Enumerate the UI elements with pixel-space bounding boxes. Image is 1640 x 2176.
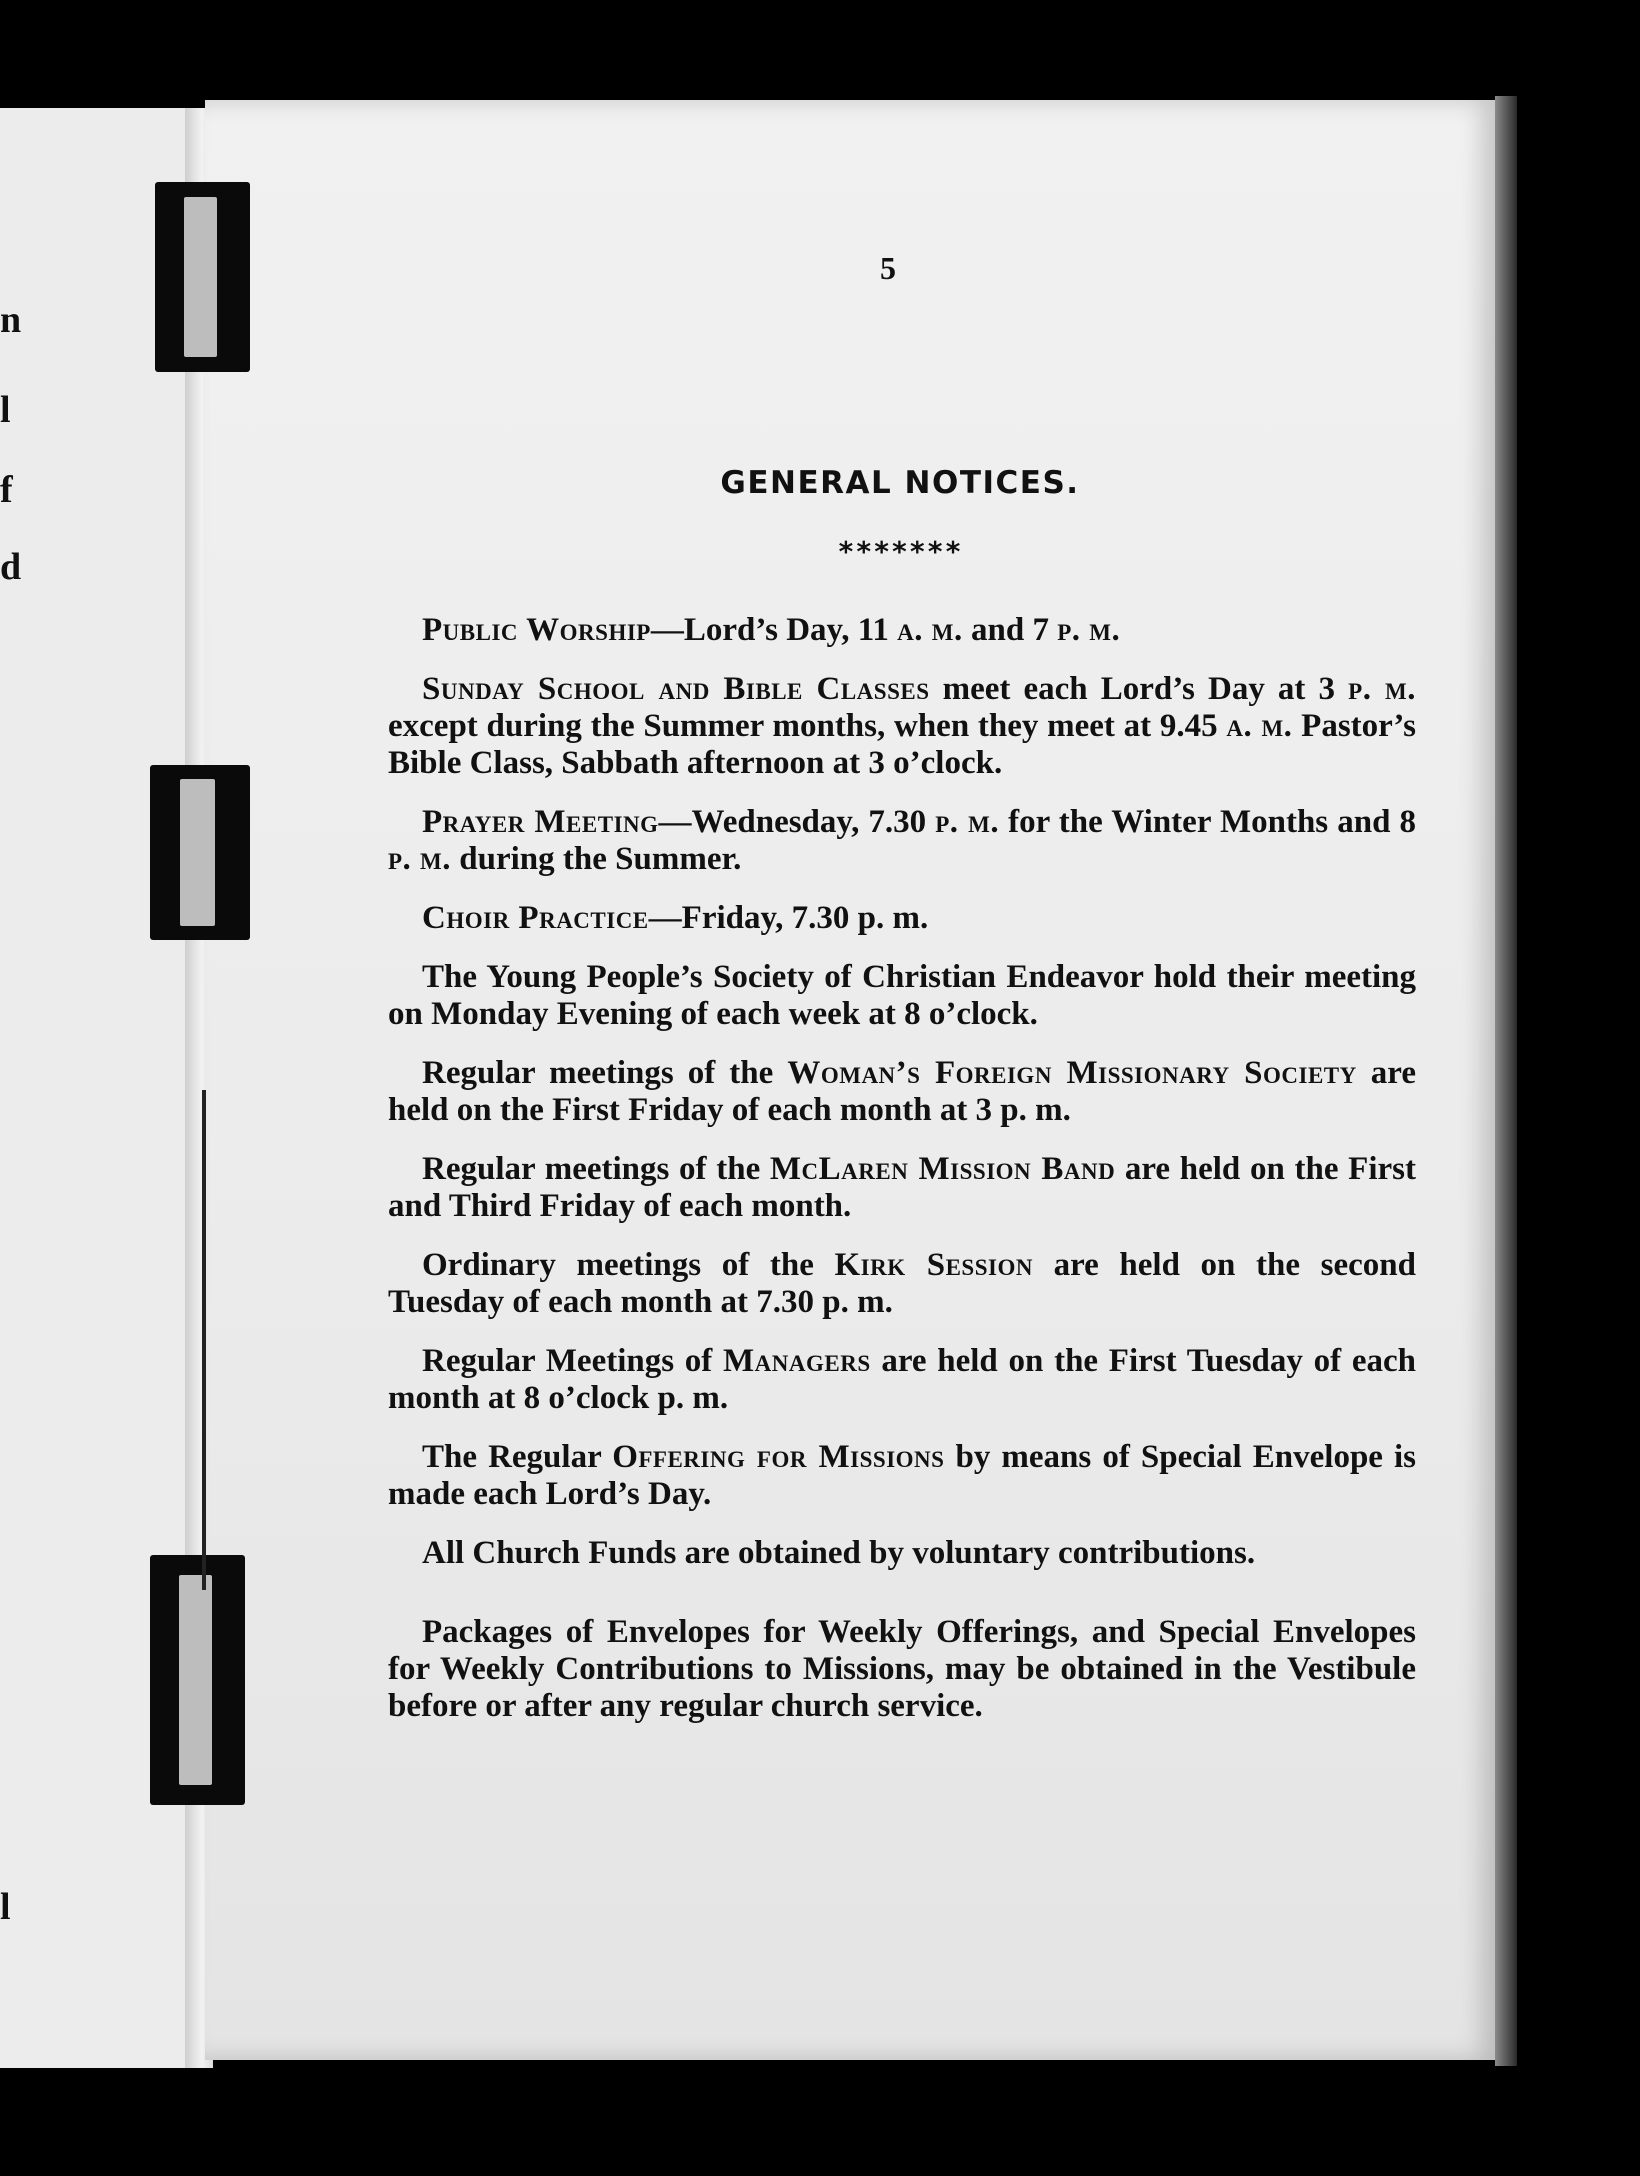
page-title: GENERAL NOTICES. xyxy=(720,465,1080,501)
notice-text: Ordinary meetings of the xyxy=(422,1247,835,1283)
notice-text: Packages of Envelopes for Weekly Offerings, and Special Envelopes for Weekly Contributions to Missions, may be obtained in the Vestibule before or after any regular church service. xyxy=(388,1614,1416,1724)
notice-text: Regular meetings of the xyxy=(422,1151,770,1187)
notice-heading: Offering for Missions xyxy=(612,1439,945,1475)
notice-heading: Choir Practice xyxy=(422,900,649,936)
notice-text: and 7 xyxy=(962,612,1058,648)
notice-text: Pastor’s Bible Class, Sabbath afternoon at 3 o’clock. xyxy=(388,708,1416,781)
page-edge-shadow xyxy=(1495,96,1517,2066)
left-page-char: d xyxy=(0,546,22,588)
notice-heading: a. m. xyxy=(1226,708,1293,744)
notice-text: —Friday, 7.30 p. m. xyxy=(648,900,929,936)
notice-paragraph xyxy=(388,1151,1416,1225)
notice-paragraph xyxy=(388,1535,1416,1572)
notice-heading: p. m. xyxy=(1057,612,1121,648)
notice-paragraph xyxy=(388,959,1416,1033)
notice-heading: p. m. xyxy=(388,841,452,877)
binding-tab-middle xyxy=(150,765,250,940)
notice-text: Regular meetings of the xyxy=(422,1055,788,1091)
left-page-char: f xyxy=(0,469,13,511)
left-page-char: l xyxy=(0,1886,11,1928)
notice-text: are held on the First Tuesday of each month at 8 o’clock p. m. xyxy=(388,1343,1416,1416)
notice-text: All Church Funds are obtained by voluntary contributions. xyxy=(422,1535,1256,1571)
notice-text: —Lord’s Day, 11 xyxy=(650,612,898,648)
notice-paragraph xyxy=(388,612,1416,649)
left-page-char: l xyxy=(0,389,11,431)
binding-thread xyxy=(202,1090,206,1590)
notice-text: Regular Meetings of xyxy=(422,1343,724,1379)
notice-heading: Sunday School and Bible Classes xyxy=(422,671,930,707)
notice-heading: p. m. xyxy=(935,804,1000,840)
notice-text: are held on the First and Third Friday of each month. xyxy=(388,1151,1416,1224)
notice-paragraph xyxy=(388,1439,1416,1513)
notice-text: during the Summer. xyxy=(451,841,742,877)
notice-heading: p. m. xyxy=(1348,671,1417,707)
notice-text: The Young People’s Society of Christian Endeavor hold their meeting on Monday Evening of each week at 8 o’clock. xyxy=(388,959,1416,1032)
notice-heading: Prayer Meeting xyxy=(422,804,659,840)
page-number: 5 xyxy=(880,250,896,286)
notice-heading: a. m. xyxy=(897,612,963,648)
notice-paragraph xyxy=(388,671,1416,782)
notices-list xyxy=(388,612,1416,1747)
notice-paragraph xyxy=(388,1055,1416,1129)
notice-heading: McLaren Mission Band xyxy=(769,1151,1116,1187)
notice-paragraph xyxy=(388,1247,1416,1321)
notice-heading: Woman’s Foreign Missionary Society xyxy=(787,1055,1357,1091)
notice-text: meet each Lord’s Day at 3 xyxy=(929,671,1349,707)
notice-heading: Kirk Session xyxy=(834,1247,1033,1283)
notice-text: are held on the First Friday of each month at 3 p. m. xyxy=(388,1055,1417,1128)
notice-paragraph xyxy=(388,1343,1416,1417)
notice-text: by means of Special Envelope is made each Lord’s Day. xyxy=(388,1439,1417,1512)
notice-text: except during the Summer months, when they meet at 9.45 xyxy=(388,708,1227,744)
binding-tab-bottom xyxy=(150,1555,245,1805)
left-page-char: n xyxy=(0,299,22,341)
notice-paragraph xyxy=(388,804,1416,878)
notice-text: The Regular xyxy=(422,1439,613,1475)
notice-paragraph xyxy=(388,1614,1416,1725)
notice-paragraph xyxy=(388,900,1416,937)
notice-text: for the Winter Months and 8 xyxy=(999,804,1416,840)
binding-tab-top xyxy=(155,182,250,372)
notice-text: are held on the second Tuesday of each month at 7.30 p. m. xyxy=(388,1247,1416,1320)
notice-heading: Managers xyxy=(723,1343,871,1379)
notice-text: —Wednesday, 7.30 xyxy=(658,804,936,840)
notice-heading: Public Worship xyxy=(422,612,651,648)
ornament-stars: ******* xyxy=(837,535,963,568)
